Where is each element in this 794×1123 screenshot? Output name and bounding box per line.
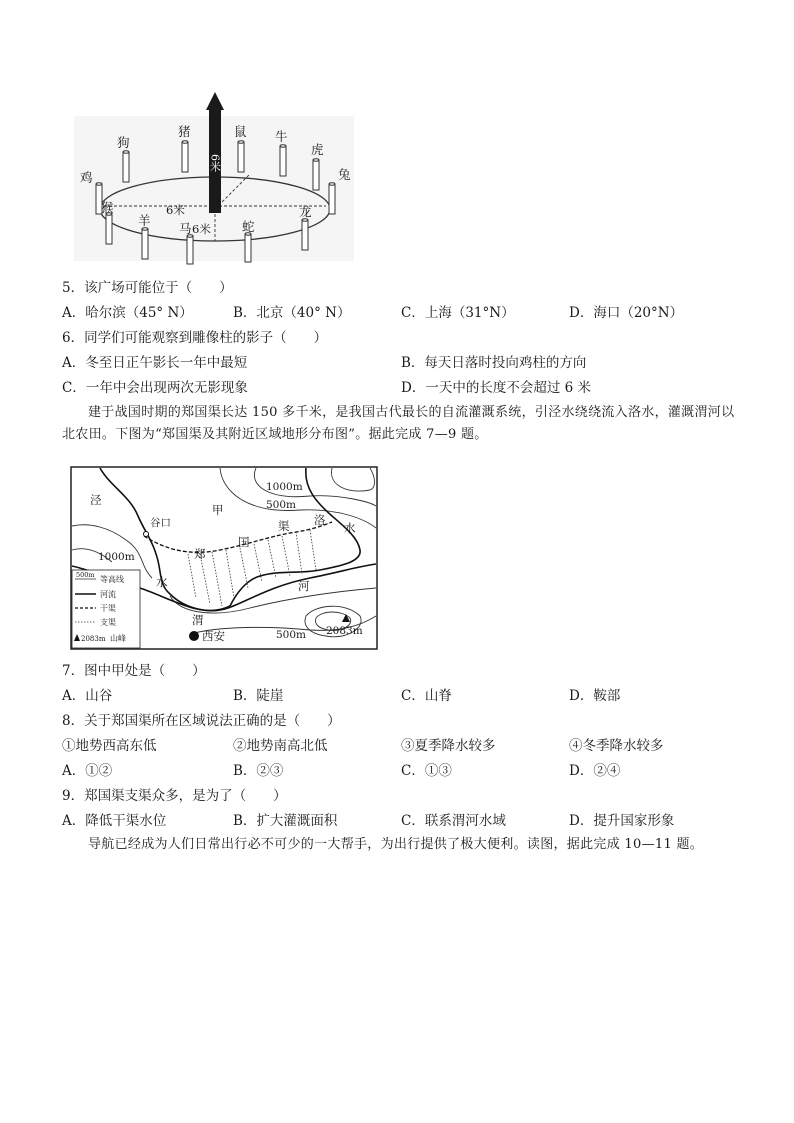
- zhengguo-canal-map: [70, 466, 378, 650]
- legend-river: 河流: [100, 590, 116, 599]
- contour-500-top: 500m: [266, 499, 296, 511]
- legend-branch-canal: 支渠: [100, 618, 116, 627]
- legend-peak-value: 2083m: [81, 635, 106, 643]
- shui-left-label: 水: [156, 575, 168, 589]
- q7-stem: 7．图中甲处是（ ）: [62, 663, 206, 679]
- map-legend: [72, 570, 140, 648]
- q7-option-b[interactable]: B．陡崖: [233, 688, 284, 704]
- guo-label: 国: [238, 535, 250, 549]
- xian-label: 西安: [202, 629, 225, 643]
- label-dog: 狗: [117, 135, 130, 150]
- zheng-label: 郑: [194, 547, 206, 561]
- intro-navigation: 导航已经成为人们日常出行必不可少的一大帮手，为出行提供了极大便利。读图，据此完成 10—11 题。: [88, 837, 704, 852]
- intro-zhengguo-canal: 建于战国时期的郑国渠长达 150 多千米，是我国古代最长的自流灌溉系统，引泾水绕绕流入洛水，灌溉渭河以北农田。下图为“郑国渠及其附近区域地形分布图”。据此完成 7—9 题。: [62, 405, 735, 442]
- q8-stem: 8．关于郑国渠所在区域说法正确的是（ ）: [62, 713, 341, 729]
- luo-label: 洛: [314, 513, 326, 527]
- contour-1000-top: 1000m: [266, 481, 303, 493]
- label-dragon: 龙: [299, 204, 312, 219]
- q7-option-c[interactable]: C．山脊: [401, 688, 452, 704]
- q8-option-d[interactable]: D．②④: [569, 763, 621, 779]
- q8-option-c[interactable]: C．①③: [401, 763, 452, 779]
- legend-contour-value: 500m: [76, 571, 95, 579]
- contour-500-bottom: 500m: [276, 629, 306, 641]
- label-pig: 猪: [178, 124, 191, 139]
- dim-6m-west: 6米: [166, 203, 185, 217]
- contour-1000-left: 1000m: [98, 551, 135, 563]
- sundial-figure: [70, 86, 360, 266]
- q9-option-c[interactable]: C．联系渭河水域: [401, 813, 506, 829]
- q7-option-a[interactable]: A．山谷: [62, 688, 113, 704]
- q5-option-b[interactable]: B．北京（40° N）: [233, 305, 351, 321]
- q9-option-d[interactable]: D．提升国家形象: [569, 813, 675, 829]
- label-goat: 羊: [138, 213, 151, 228]
- q7-option-d[interactable]: D．鞍部: [569, 688, 621, 704]
- label-snake: 蛇: [242, 219, 255, 234]
- qu-label: 渠: [278, 519, 290, 533]
- q9-option-a[interactable]: A．降低干渠水位: [62, 813, 167, 829]
- legend-contour: 等高线: [100, 575, 124, 584]
- q5-stem: 5．该广场可能位于（ ）: [62, 280, 233, 296]
- q8-statement-1: ①地势西高东低: [62, 738, 157, 754]
- q9-stem: 9．郑国渠支渠众多，是为了（ ）: [62, 788, 287, 804]
- q6-option-b[interactable]: B．每天日落时投向鸡柱的方向: [401, 355, 587, 371]
- label-rooster: 鸡: [80, 170, 93, 185]
- label-monkey: 猴: [101, 200, 114, 215]
- label-tiger: 虎: [311, 142, 324, 157]
- jing-label: 泾: [90, 493, 102, 507]
- dim-6m-gnomon: 6米: [208, 154, 222, 172]
- label-ox: 牛: [275, 129, 288, 144]
- q5-option-c[interactable]: C．上海（31°N）: [401, 305, 515, 321]
- q6-option-a[interactable]: A．冬至日正午影长一年中最短: [62, 355, 248, 371]
- q6-option-d[interactable]: D．一天中的长度不会超过 6 米: [401, 380, 591, 396]
- q8-option-b[interactable]: B．②③: [233, 763, 284, 779]
- xian-city-icon: [189, 631, 199, 641]
- q8-statement-2: ②地势南高北低: [233, 738, 328, 754]
- q6-option-c[interactable]: C．一年中会出现两次无影现象: [62, 380, 248, 396]
- q9-option-b[interactable]: B．扩大灌溉面积: [233, 813, 338, 829]
- q8-statement-4: ④冬季降水较多: [569, 738, 664, 754]
- legend-peak: 山峰: [110, 634, 126, 643]
- label-rat: 鼠: [234, 124, 247, 139]
- dim-6m-south: 6米: [192, 222, 211, 236]
- label-rabbit: 兔: [338, 167, 351, 182]
- q5-option-a[interactable]: A．哈尔滨（45° N）: [62, 305, 193, 321]
- legend-main-canal: 干渠: [100, 604, 116, 613]
- q8-option-a[interactable]: A．①②: [62, 763, 113, 779]
- q8-statement-3: ③夏季降水较多: [401, 738, 496, 754]
- peak-label: 2083m: [326, 625, 363, 637]
- label-horse: 马: [179, 221, 192, 236]
- q5-option-d[interactable]: D．海口（20°N）: [569, 305, 684, 321]
- gukou-label: 谷口: [150, 517, 171, 529]
- he-label: 河: [298, 579, 310, 593]
- q6-stem: 6．同学们可能观察到雕像柱的影子（ ）: [62, 330, 328, 346]
- jia-label: 甲: [212, 503, 224, 517]
- shui-right-label: 水: [344, 521, 356, 535]
- wei-label: 渭: [192, 613, 204, 627]
